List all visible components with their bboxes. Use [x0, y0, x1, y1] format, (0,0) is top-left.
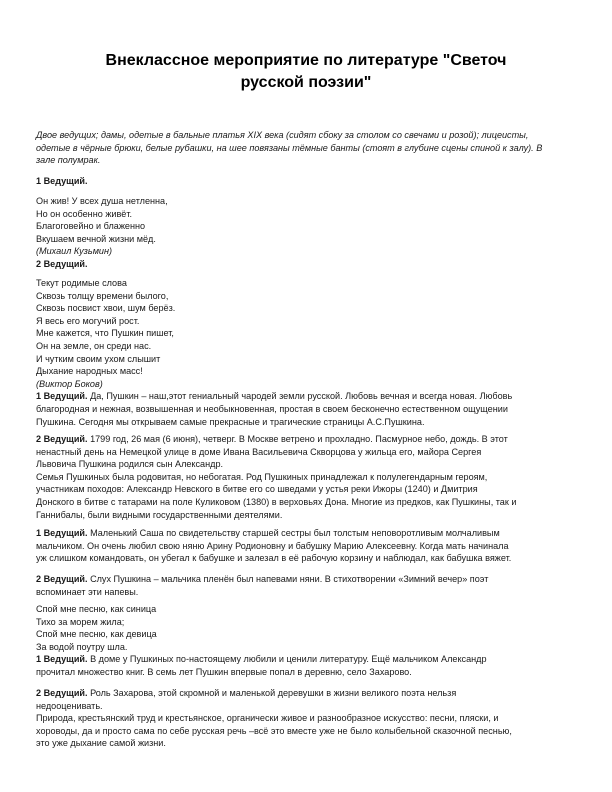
poem-line: И чутким своим ухом слышит [36, 353, 161, 364]
poem-line: Но он особенно живёт. [36, 208, 133, 219]
poem-line: Я весь его могучий рост. [36, 315, 140, 326]
paragraph-line: Семья Пушкиных была родовитая, но небогатая. Род Пушкиных принадлежал к полулегендарным героям, [36, 471, 488, 482]
paragraph-line: 1 Ведущий. Маленький Саша по свидетельству старшей сестры был толстым неповоротливым молчаливым [36, 528, 500, 538]
paragraph-line: недооценивать. [36, 700, 103, 711]
poem-line: Вкушаем вечной жизни мёд. [36, 233, 156, 244]
paragraph-line: 1 Ведущий. Да, Пушкин – наш,этот гениальный чародей земли русской. Любовь вечная и всегда новая. Любовь [36, 391, 513, 402]
paragraph-line: уж слишком командовать, он убегал к бабушке и залезал в её рабочую корзину и наблюдал, как бабушка вяжет. [36, 553, 512, 564]
poem-line: Спой мне песню, как синица [36, 604, 157, 614]
poem-line: Тихо за морем жила; [36, 616, 125, 627]
poem-line: Текут родимые слова [36, 278, 127, 288]
intro-line: одетые в чёрные брюки, белые рубашки, на шее повязаны тёмные банты (стоят в глубине сцены спиной к залу). В [36, 142, 543, 153]
poem-line: Мне кажется, что Пушкин пишет, [36, 328, 174, 339]
poem-line: За водой поутру шла. [36, 641, 128, 652]
paragraph-line: Пушкина. Сегодня мы открываем самые прекрасные и трагические страницы А.С.Пушкина. [36, 416, 425, 427]
poem-line: Спой мне песню, как девица [36, 629, 157, 640]
poem-line: Благоговейно и блаженно [36, 221, 146, 232]
paragraph-line: вспоминает эти напевы. [36, 586, 139, 597]
poem-winter-evening [36, 603, 581, 679]
speaker-label: 2 Ведущий. [36, 574, 88, 584]
paragraph-birth [36, 433, 581, 521]
paragraph-zakharovo [36, 687, 581, 750]
poem-kuzmin [36, 195, 581, 271]
speaker-label: 1 Ведущий. [36, 391, 88, 402]
paragraph-line: мальчиком. Он очень любил свою няню Арину Родионовну и бабушку Марию Алексеевну. Когда мать начинала [36, 540, 509, 551]
paragraph-childhood [36, 527, 581, 565]
speaker-label: 2 Ведущий. [36, 258, 88, 269]
intro-line: Двое ведущих; дамы, одетые в бальные платья XIX века (сидят сбоку за столом со свечами и розой); лицеисты, [36, 130, 529, 140]
speaker-label: 2 Ведущий. [36, 688, 88, 698]
paragraph-line: благородная и нежная, возвышенная и необыкновенная, простая в своем бесконечно естественном ощущении [36, 403, 508, 414]
paragraph-line: это уже дыхание самой жизни. [36, 738, 166, 749]
poem-line: Сквозь посвист хвои, шум берёз. [36, 303, 176, 314]
paragraph-line: 2 Ведущий. Роль Захарова, этой скромной и маленькой деревушки в жизни великого поэта нельзя [36, 688, 457, 698]
poem-author: (Виктор Боков) [36, 378, 103, 389]
paragraph-line: 2 Ведущий. Слух Пушкина – мальчика пленён был напевами няни. В стихотворении «Зимний вечер» поэт [36, 574, 489, 584]
paragraph-line: 2 Ведущий. 1799 год, 26 мая (6 июня), четверг. В Москве ветрено и прохладно. Пасмурное небо, дождь. В этот [36, 434, 508, 444]
speaker-label: 1 Ведущий. [36, 654, 88, 665]
speaker-label: 1 Ведущий. [36, 176, 88, 186]
title-line-2: русской поэзии" [240, 74, 372, 91]
poem-line: Он на земле, он среди нас. [36, 340, 152, 351]
poem-line: Дыхание народных масс! [36, 366, 143, 377]
poem-line: Он жив! У всех душа нетленна, [36, 196, 168, 206]
intro-line: зале полумрак. [36, 155, 101, 166]
poem-bokov [36, 277, 581, 428]
speaker-label: 1 Ведущий. [36, 528, 88, 538]
paragraph-nanny-songs [36, 573, 581, 598]
paragraph-line: участникам походов: Александр Невского в битве его со шведами у устья реки Ижоры (1240) и Дмитрия [36, 484, 478, 495]
paragraph-line: хороводы, да и просто сама по себе русская речь –всё это вместе уже не было колыбельной сказочной песнью, [36, 725, 512, 736]
paragraph-line: ненастный день на Немецкой улице в доме Ивана Васильевича Скворцова у жильца его, майора Сергея [36, 446, 482, 457]
speaker-label: 2 Ведущий. [36, 434, 88, 444]
paragraph-line: Донского в битве с татарами на поле Куликовом (1380) в верховьях Дона. Многие из предков, как Пушкины, так и [36, 496, 517, 507]
intro-stage-directions [36, 129, 581, 167]
paragraph-line: 1 Ведущий. В доме у Пушкиных по-настоящему любили и ценили литературу. Ещё мальчиком Александр [36, 654, 487, 665]
paragraph-line: Львовича Пушкина родился сын Александр. [36, 459, 224, 470]
poem-author: (Михаил Кузьмин) [36, 246, 113, 257]
paragraph-line: прочитал множество книг. В семь лет Пушкин впервые попал в деревню, село Захарово. [36, 666, 412, 677]
paragraph-line: Ганнибалы, были видными государственными деятелями. [36, 509, 283, 520]
title-line-1: Внеклассное мероприятие по литературе "Светоч [105, 52, 507, 69]
document-title [40, 50, 572, 94]
poem-line: Сквозь толщу времени былого, [36, 290, 169, 301]
paragraph-line: Природа, крестьянский труд и крестьянское, органически живое и разнообразное искусство: песни, пляски, и [36, 713, 499, 724]
